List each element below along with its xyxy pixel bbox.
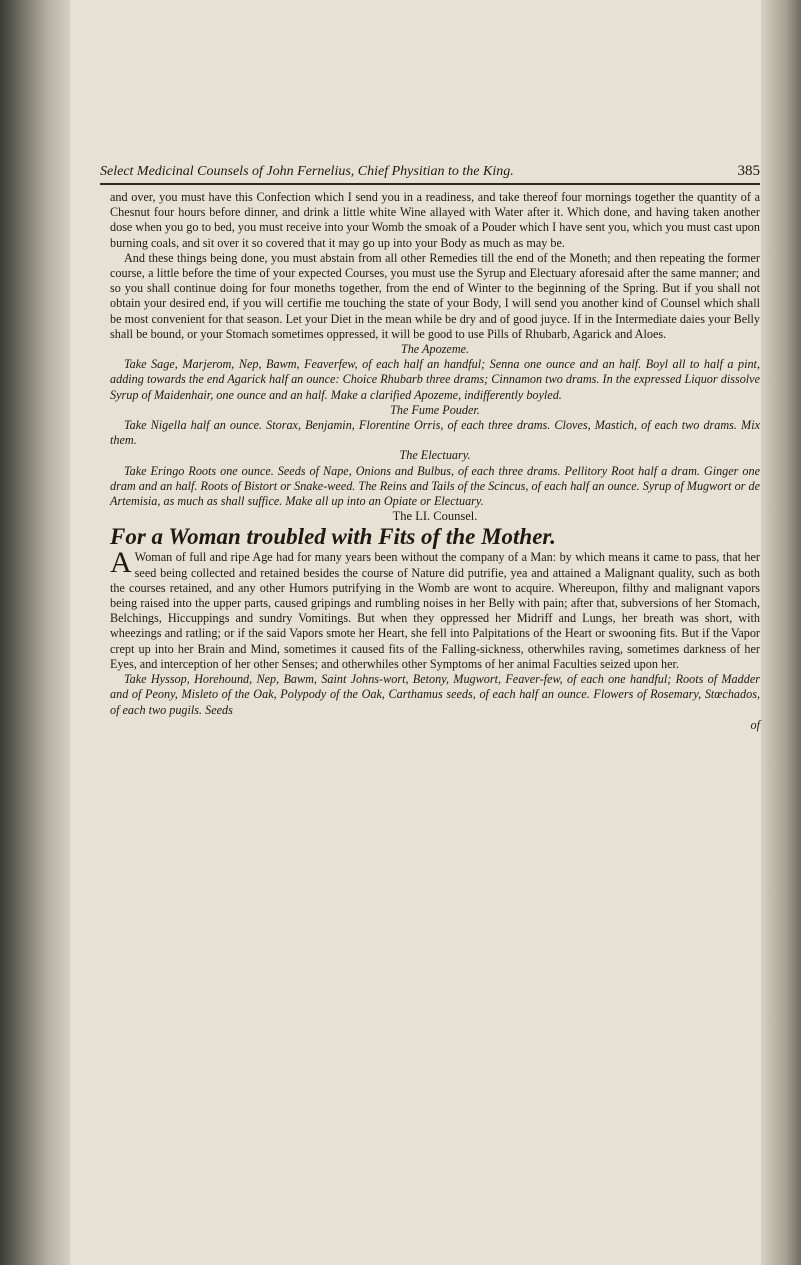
chapter-recipe: Take Hyssop, Horehound, Nep, Bawm, Saint Johns-wort, Betony, Mugwort, Feaver-few, of each one handful; Roots of Madder and of Peony, Misleto of the Oak, Polypody of the Oak, Carthamus seeds, of each half an ounce. Flowers of Rosemary, Stœchados, of each two pugils. Seeds [110, 672, 760, 717]
page-edge [761, 0, 801, 1265]
page-number: 385 [737, 163, 760, 179]
paragraph-continuation: and over, you must have this Confection which I send you in a readiness, and take thereof four mornings together the quantity of a Chesnut four hours before dinner, and drink a little white Wine allayed with Water after it. Which done, and having taken another dose when you go to bed, you must receive into your Womb the smoak of a Pouder which I have sent you, which you must cast upon burning coals, and sit over it so covered that it may go up into your Body as much as may be. [110, 190, 760, 250]
chapter-body [110, 546, 760, 672]
pouder-recipe: Take Nigella half an ounce. Storax, Benjamin, Florentine Orris, of each three drams. Cloves, Mastich, of each two drams. Mix them. [110, 418, 760, 448]
paragraph-diet: And these things being done, you must abstain from all other Remedies till the end of the Moneth; and then repeating the former course, a little before the time of your expected Courses, you must use the Syrup and Electuary aforesaid after the same manner; and so you shall continue doing for four moneths together, from the end of Winter to the beginning of the Spring. But if you shall not obtain your desired end, if you will certifie me touching the state of your Body, I will send you another kind of Counsel which shall be most convenient for that season. Let your Diet in the mean while be dry and of good juyce. If in the Intermediate daies your Belly shall be bound, or your Stomach sometimes oppressed, it will be good to use Pills of Rhubarb, Agarick and Aloes. [110, 250, 760, 341]
apozeme-heading: The Apozeme. [400, 342, 470, 357]
running-title: Select Medicinal Counsels of John Fernelius, Chief Physitian to the King. [100, 164, 514, 179]
pouder-heading: The Fume Pouder. [390, 402, 480, 417]
drop-cap: A [110, 546, 132, 580]
book-gutter [0, 0, 70, 1265]
chapter-body-text: Woman of full and ripe Age had for many years been without the company of a Man: by which means it came to pass, that her seed being collected and retained besides the course of Nature did putrifie, yea and attained a Malignant quality, such as both the courses retained, and any other Humors putrifying in the Womb are wont to acquire. Whereupon, filthy and malignant vapors being raised into the upper parts, caused gripings and rumbling noises in her Belly with pain; after that, subversions of her Stomach, Belchings, Hiccuppings and sundry Vomitings. But when they oppressed her Midriff and Lungs, her breath was short, with wheezings and ratling; or if the said Vapors smote her Heart, she fell into Palpitations of the Heart or swooning fits. But if the Vapor crept up into her Brain and Mind, sometimes it caused fits of the Falling-sickness, otherwhiles raving, sometimes darkness of her Eyes, and interception of her other Senses; and otherwhiles other Symptoms of her animal Faculties seized upon her. [110, 550, 760, 671]
page-content [110, 190, 760, 733]
apozeme-recipe: Take Sage, Marjerom, Nep, Bawm, Feaverfew, of each half an handful; Senna one ounce and an half. Boyl all to half a pint, adding towards the end Agarick half an ounce: Choice Rhubarb three drams; Cinnamon two drams. In the expressed Liquor dissolve Syrup of Maidenhair, one ounce and an half. Make a clarified Apozeme, indifferently boyled. [110, 357, 760, 402]
catchword: of [750, 717, 760, 732]
chapter-title: For a Woman troubled with Fits of the Mother. [110, 524, 556, 550]
electuary-recipe: Take Eringo Roots one ounce. Seeds of Nape, Onions and Bulbus, of each three drams. Pellitory Root half a dram. Ginger one dram and an half. Roots of Bistort or Snake-weed. The Reins and Tails of the Scincus, of each half an ounce. Syrup of Mugwort or de Artemisia, as much as shall suffice. Make all up into an Opiate or Electuary. [110, 463, 760, 509]
header-rule [100, 183, 760, 185]
running-header [100, 163, 760, 180]
electuary-heading: The Electuary. [399, 448, 471, 463]
counsel-label: The LI. Counsel. [392, 509, 478, 524]
